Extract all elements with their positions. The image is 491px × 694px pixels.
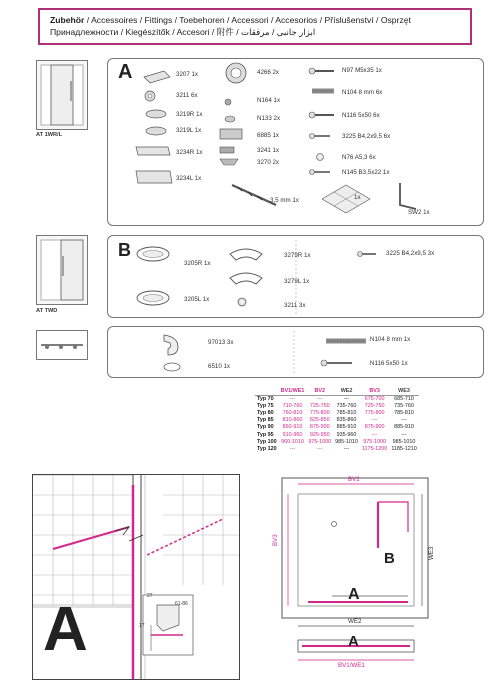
table-cell: 960-1010 (281, 438, 304, 445)
table-cell: 1175-1200 (361, 445, 388, 452)
table-cell: --- (317, 445, 323, 452)
table-cell: 710-760 (282, 403, 303, 410)
plan-label: WE3 (428, 546, 435, 560)
table-row (255, 417, 419, 424)
part-label: N164 1x (257, 97, 281, 104)
table-cell: --- (371, 417, 378, 424)
door-thumb-icon (37, 61, 87, 129)
plan-label: BV3 (272, 534, 279, 546)
part-label: N116 5x50 6x (342, 112, 380, 119)
part-label: 6885 1x (257, 132, 280, 139)
thumb-attwd (36, 235, 88, 305)
table-cell: Typ 100 (257, 438, 277, 445)
part-label: 3225 B4,2x9,5 3x (386, 250, 435, 257)
plan-letter-b: B (384, 550, 395, 567)
part-label: 3,5 mm 1x (270, 197, 299, 204)
table-cell: --- (343, 445, 350, 452)
big-letter-a: A (43, 595, 88, 664)
dim-label: 17 (139, 623, 145, 629)
part-label: N133 2x (257, 115, 281, 122)
thumb-caption-1: AT 1WR/L (36, 132, 62, 138)
part-label: 4266 2x (257, 69, 280, 76)
table-cell: Typ 75 (257, 403, 274, 410)
plan-view (258, 468, 448, 678)
table-cell: 685-710 (394, 396, 414, 403)
table-header: BV1/WE1 (280, 388, 305, 394)
table-cell: --- (343, 396, 350, 403)
size-table (255, 388, 419, 453)
table-cell: 875-900 (309, 424, 330, 431)
table-header: BV3 (360, 388, 389, 396)
thumb-caption-2: AT TWD (36, 308, 58, 314)
table-cell: --- (289, 445, 296, 452)
table-cell: Typ 70 (257, 396, 274, 403)
part-label: 3270 2x (257, 159, 280, 166)
thumb-rail (36, 330, 88, 360)
table-row (255, 432, 419, 439)
table-cell: 725-750 (364, 403, 385, 410)
door-thumb-icon (37, 236, 87, 304)
title-line-1: Zubehör / Accessoires / Fittings / Toebehoren / Accessori / Accesorios / Příslušenství / Osprzęt (50, 15, 411, 25)
table-cell: Typ 85 (257, 417, 274, 424)
table-cell: 975-1000 (363, 438, 386, 445)
part-label: 6510 1x (208, 363, 231, 370)
plan-label: WE2 (348, 618, 362, 625)
table-cell: 935-960 (336, 431, 357, 438)
table-cell: 760-810 (282, 410, 303, 417)
part-label: 3241 1x (257, 147, 280, 154)
part-label: N104 8 mm 1x (370, 336, 411, 343)
size-table-wrap (255, 388, 419, 453)
table-cell: 925-950 (309, 431, 330, 438)
parts-panel-c (107, 326, 484, 378)
table-cell: Typ 95 (257, 431, 274, 438)
title-box (38, 8, 472, 45)
table-cell: 1185-1210 (391, 445, 417, 452)
table-cell: 735-760 (336, 403, 357, 410)
part-label: 3279R 1x (284, 252, 311, 259)
part-label: N97 M5x35 1x (342, 67, 382, 74)
table-cell: --- (401, 431, 407, 438)
dim-label: 27 (147, 593, 153, 599)
table-cell: 725-750 (309, 403, 330, 410)
table-cell: 885-910 (336, 424, 357, 431)
part-label: 1x (354, 194, 361, 201)
title-line-2: Принадлежности / Kiegészítők / Accesori / 附件 / ابزار جانبی / مرفقات (50, 27, 316, 37)
panel-letter: A (118, 61, 133, 83)
part-label: 3205L 1x (184, 296, 210, 303)
table-row (255, 446, 419, 453)
part-label: N76 A5,3 6x (342, 154, 376, 161)
part-label: 3211 3x (284, 302, 306, 309)
parts-drawings (108, 327, 483, 377)
part-label: N116 5x50 1x (370, 360, 408, 367)
panel-letter: B (118, 240, 131, 260)
table-cell: 825-850 (309, 417, 330, 424)
table-cell: 775-800 (364, 410, 385, 417)
plan-letter-a: A (348, 586, 360, 603)
table-header: BV2 (306, 388, 333, 396)
dim-label: 61-86 (175, 601, 188, 607)
table-cell: --- (317, 396, 323, 403)
table-cell: --- (289, 396, 296, 403)
plan-label: BV2 (348, 476, 360, 483)
table-cell: 910-960 (282, 431, 303, 438)
table-cell: 810-860 (282, 417, 303, 424)
table-cell: Typ 120 (257, 445, 277, 452)
table-cell: 985-1010 (392, 438, 416, 445)
table-cell: 785-810 (394, 410, 414, 417)
part-label: N145 B3,5x22 1x (342, 169, 390, 176)
table-header: WE3 (389, 388, 418, 396)
table-cell: 785-810 (336, 410, 357, 417)
table-header (255, 388, 279, 396)
table-cell: Typ 80 (257, 410, 274, 417)
table-cell: 860-910 (282, 424, 303, 431)
table-row (255, 396, 419, 404)
table-cell: 885-910 (394, 424, 414, 431)
table-header: WE2 (333, 388, 360, 396)
part-label: 3219L 1x (176, 127, 202, 134)
part-label: 3205R 1x (184, 260, 211, 267)
table-row (255, 410, 419, 417)
table-cell: 985-1010 (335, 438, 358, 445)
part-label: 3234L 1x (176, 175, 202, 182)
rail-icon (37, 331, 87, 359)
table-row (255, 439, 419, 446)
table-cell: 975-1000 (308, 438, 332, 445)
table-cell: --- (401, 417, 407, 424)
part-label: SW2 1x (408, 209, 430, 216)
table-cell: --- (371, 431, 378, 438)
plan-label: BV1/WE1 (338, 662, 365, 669)
part-label: 3219R 1x (176, 111, 203, 118)
table-row (255, 403, 419, 410)
part-label: 3279L 1x (284, 278, 310, 285)
part-label: 3225 B4,2x9,5 6x (342, 133, 391, 140)
plan-letter-a-2: A (348, 633, 359, 650)
table-cell: 675-700 (364, 396, 385, 403)
table-cell: 775-800 (309, 410, 330, 417)
table-row (255, 424, 419, 431)
install-diagram (32, 474, 240, 680)
table-cell: 735-760 (394, 403, 414, 410)
thumb-at1wrl (36, 60, 88, 130)
part-label: 3234R 1x (176, 149, 203, 156)
parts-panel-a (107, 58, 484, 226)
part-label: 3211 6x (176, 92, 198, 99)
parts-panel-b (107, 235, 484, 318)
table-cell: 875-900 (364, 424, 385, 431)
table-cell: Typ 90 (257, 424, 274, 431)
part-label: 3207 1x (176, 71, 199, 78)
part-label: 97013 3x (208, 339, 234, 346)
table-header-row (255, 388, 419, 396)
part-label: N104 8 mm 6x (342, 89, 383, 96)
table-cell: 835-860 (336, 417, 357, 424)
